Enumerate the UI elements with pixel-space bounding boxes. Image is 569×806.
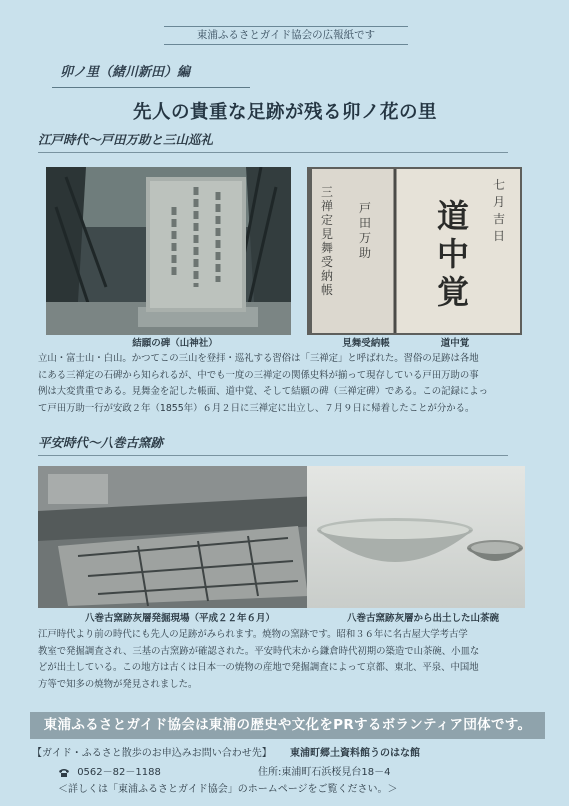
section1-heading: 江戸時代～戸田万助と三山巡礼 [38,132,214,147]
page-title: 先人の貴重な足跡が残る卯ノ花の里 [132,102,437,123]
teabowl-caption: 八巻古窯跡灰層から出土した山茶碗 [346,613,499,624]
section2-line: 江戸時代より前の時代にも先人の足跡がみられます。焼物の窯跡です。昭和３６年に名古屋大学考古学 [38,629,468,640]
section2-line: 方等で知多の焼物が発見されました。 [38,678,198,690]
document-text-col4: 戸田万助 [359,201,372,260]
contact-address: 住所:東浦町石浜桜見台18－4 [258,767,391,778]
document-text-col1: 七月吉日 [493,178,506,243]
section2-line: どが出土している。この地方は古くは日本一の焼物の産地で発掘調査によって京都、東北、平泉、中国地 [38,662,479,673]
section1-divider [38,152,508,153]
section2-line: 教室で発掘調査され、三基の古窯跡が確認された。平安時代末から鎌倉時代初期の築造で山茶碗、小皿な [38,645,480,657]
document-text-col3: 三禅定見舞受納帳 [321,185,334,297]
receipt-book-caption: 見舞受納帳 [342,338,390,349]
travel-notes-caption: 道中覚 [440,338,470,349]
contact-phone-row [58,766,161,780]
section1-line: 立山・富士山・白山。かつてこの三山を登拝・巡礼する習俗は「三禅定」と呼ばれた。習俗の足跡は各地 [38,353,479,364]
excavation-caption: 八巻古窯跡灰層発掘現場（平成２２年６月） [84,613,275,624]
monument-image [46,167,291,335]
section1-line: にある三禅定の石碑から知られるが、中でも一度の三禅定の関係史料が揃って現存している戸田万助の事 [38,369,479,381]
document-text-col2: 道中覚 [437,197,470,311]
monument-caption: 結願の碑（山神社） [132,338,218,349]
section1-paragraph [38,351,538,417]
documents-photo [307,167,522,335]
section2-divider [38,455,508,456]
section1-line: て戸田万助一行が安政２年（1855年）６月２日に三禅定に出立し、７月９日に帰着したことが分かる。 [38,402,475,414]
monument-photo [46,167,291,335]
contact-label: 【ガイド・ふるさと散歩のお申込みお問い合わせ先】 [32,748,272,759]
section1-line: 例は大変貴重である。見舞金を記した帳面、道中覚、そして結願の碑（三禅定碑）である。この記録によっ [38,386,489,397]
volunteer-banner: 東浦ふるさとガイド協会は東浦の歴史や文化をPRするボランティア団体です。 [30,712,545,739]
section2-paragraph [38,627,538,693]
excavation-photo [38,466,318,608]
teabowl-image [307,466,525,608]
contact-organization: 東浦町郷土資料館うのはな館 [290,748,420,759]
contact-phone: 0562－82－1188 [77,767,161,778]
homepage-note: ＜詳しくは「東浦ふるさとガイド協会」のホームページをご覧ください。＞ [58,784,398,795]
section2-heading: 平安時代～八巻古窯跡 [38,435,164,450]
series-divider [52,87,250,88]
series-title: 卯ノ里（緒川新田）編 [60,65,191,80]
excavation-image [38,466,318,608]
teabowl-photo [307,466,525,608]
newsletter-header: 東浦ふるさとガイド協会の広報紙です [164,26,408,45]
phone-icon [58,768,70,777]
documents-image [307,167,522,335]
